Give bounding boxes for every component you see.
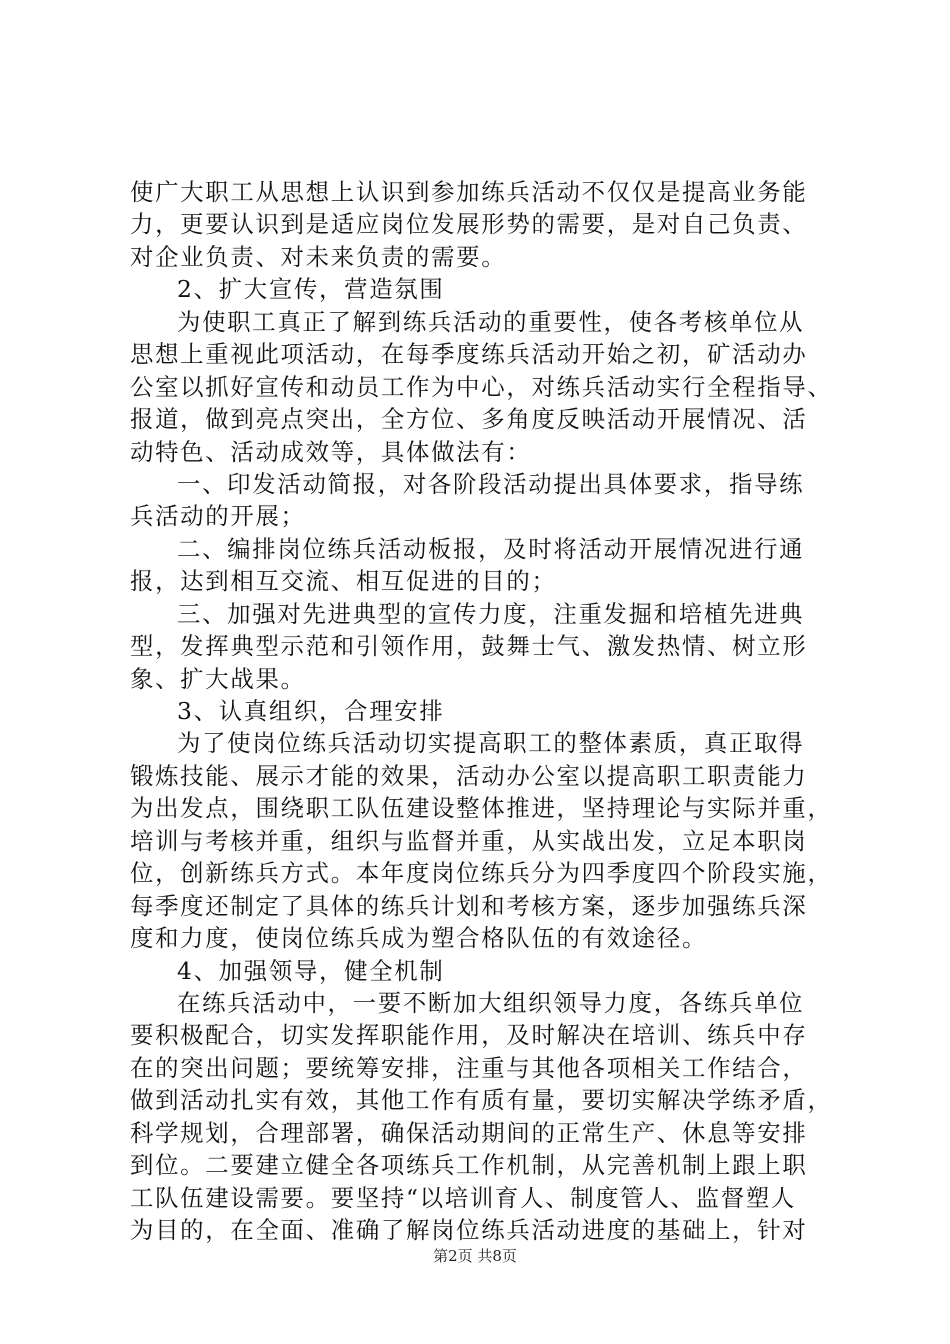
paragraph-start: 为了使岗位练兵活动切实提高职工的整体素质，真正取得 [177, 729, 805, 758]
page-number: 第2页 共8页 [433, 1247, 517, 1265]
paragraph-start: 为使职工真正了解到练兵活动的重要性，使各考核单位从 [177, 307, 805, 336]
body-line: 为目的，在全面、准确了解岗位练兵活动进度的基础上，针对 [130, 1216, 808, 1244]
body-line: 锻炼技能、展示才能的效果，活动办公室以提高职工职责能力 [130, 761, 808, 790]
list-item-1: 一、印发活动简报，对各阶段活动提出具体要求，指导练 [177, 469, 805, 498]
body-line: 公室以抓好宣传和动员工作为中心，对练兵活动实行全程指导、 [130, 372, 833, 401]
body-line: 科学规划，合理部署，确保活动期间的正常生产、休息等安排 [130, 1118, 808, 1147]
body-line: 为出发点，围绕职工队伍建设整体推进，坚持理论与实际并重， [130, 794, 833, 823]
body-line: 要积极配合，切实发挥职能作用，及时解决在培训、练兵中存 [130, 1021, 808, 1050]
list-item-2: 二、编排岗位练兵活动板报，及时将活动开展情况进行通 [177, 534, 805, 563]
body-line: 对企业负责、对未来负责的需要。 [130, 242, 507, 271]
body-line: 做到活动扎实有效，其他工作有质有量，要切实解决学练矛盾， [130, 1086, 833, 1115]
body-line: 型，发挥典型示范和引领作用，鼓舞士气、激发热情、树立形 [130, 632, 808, 661]
section-heading-2: 2、扩大宣传，营造氛围 [177, 275, 445, 304]
document-body [130, 176, 833, 1246]
paragraph-start: 在练兵活动中，一要不断加大组织领导力度，各练兵单位 [177, 988, 805, 1017]
section-heading-4: 4、加强领导，健全机制 [177, 956, 445, 985]
page-footer [0, 1245, 950, 1266]
body-line: 动特色、活动成效等，具体做法有： [130, 437, 532, 466]
body-line: 每季度还制定了具体的练兵计划和考核方案，逐步加强练兵深 [130, 891, 808, 920]
body-line: 兵活动的开展； [130, 502, 306, 531]
body-line: 力，更要认识到是适应岗位发展形势的需要，是对自己负责、 [130, 210, 808, 239]
body-line: 报道，做到亮点突出，全方位、多角度反映活动开展情况、活 [130, 405, 808, 434]
list-item-3: 三、加强对先进典型的宣传力度，注重发掘和培植先进典 [177, 599, 805, 628]
body-line: 在的突出问题；要统筹安排，注重与其他各项相关工作结合， [130, 1053, 808, 1082]
body-line: 思想上重视此项活动，在每季度练兵活动开始之初，矿活动办 [130, 340, 808, 369]
body-line: 使广大职工从思想上认识到参加练兵活动不仅仅是提高业务能 [130, 178, 808, 206]
body-line: 度和力度，使岗位练兵成为塑合格队伍的有效途径。 [130, 924, 708, 953]
body-line: 报，达到相互交流、相互促进的目的； [130, 567, 557, 596]
section-heading-3: 3、认真组织，合理安排 [177, 697, 445, 725]
body-line: 象、扩大战果。 [130, 664, 306, 693]
body-line: 到位。二要建立健全各项练兵工作机制，从完善机制上跟上职 [130, 1151, 808, 1180]
body-line: 培训与考核并重，组织与监督并重，从实战出发，立足本职岗 [130, 826, 808, 855]
body-line: 工队伍建设需要。要坚持“以培训育人、制度管人、监督塑人 [130, 1183, 797, 1212]
body-line: 位，创新练兵方式。本年度岗位练兵分为四季度四个阶段实施， [130, 859, 833, 888]
